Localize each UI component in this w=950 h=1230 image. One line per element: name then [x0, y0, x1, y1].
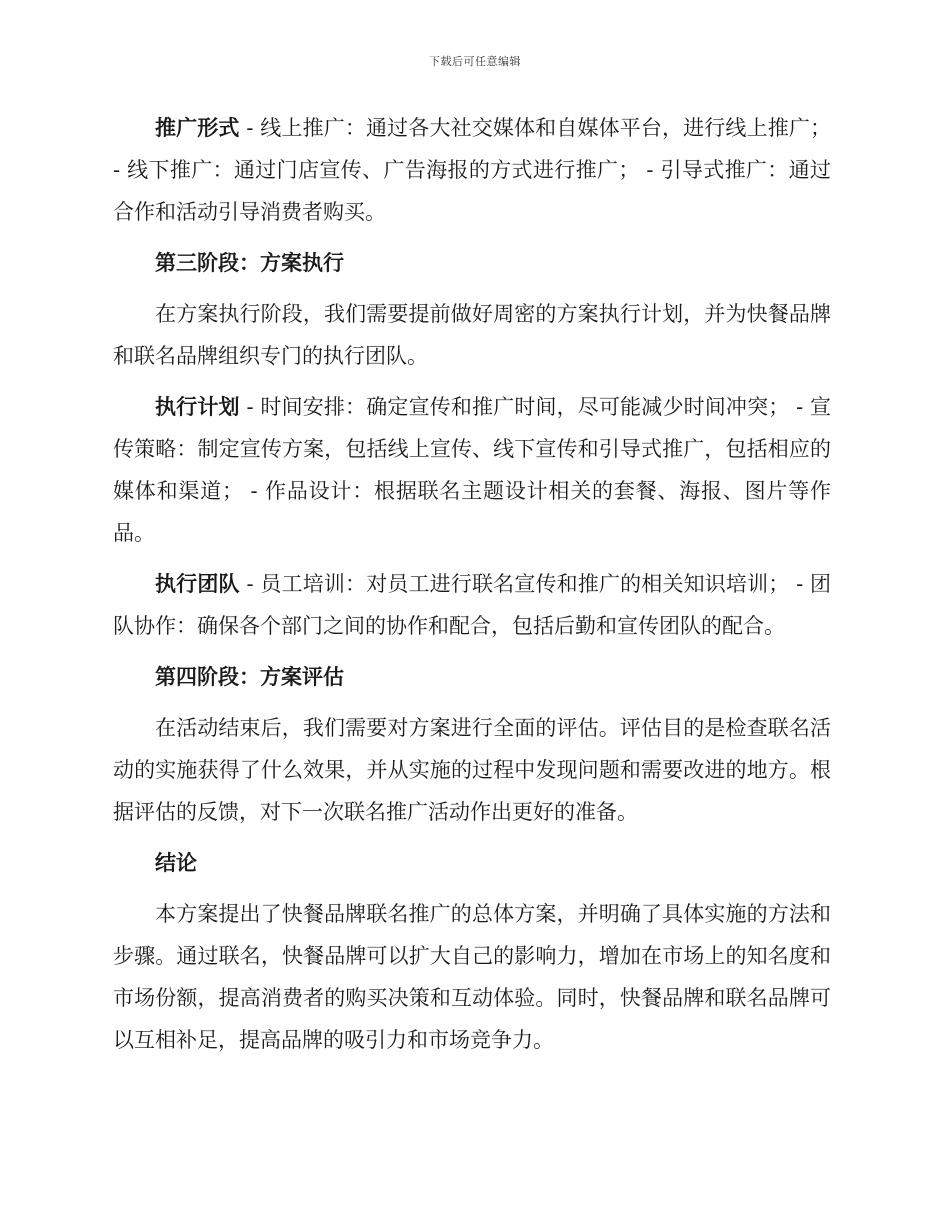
paragraph-text: 本方案提出了快餐品牌联名推广的总体方案，并明确了具体实施的方法和步骤。通过联名，快餐品牌可以扩大自己的影响力，增加在市场上的知名度和市场份额，提高消费者的购买决策和互动体验。同时，快餐品牌和联名品牌可以互相补足，提高品牌的吸引力和市场竞争力。 [113, 902, 831, 1052]
paragraph-evaluation [113, 707, 831, 833]
paragraph-promotion-forms [113, 107, 831, 233]
paragraph-text: - 线上推广：通过各大社交媒体和自媒体平台，进行线上推广； - 线下推广：通过门店宣传、广告海报的方式进行推广； - 引导式推广：通过合作和活动引导消费者购买。 [113, 116, 832, 224]
paragraph-execution-team [113, 563, 831, 647]
paragraph-lead: 执行团队 [155, 571, 240, 596]
paragraph-text: 在方案执行阶段，我们需要提前做好周密的方案执行计划，并为快餐品牌和联名品牌组织专门的执行团队。 [113, 302, 831, 368]
paragraph-conclusion [113, 893, 831, 1061]
section-heading-stage-three: 第三阶段：方案执行 [155, 250, 344, 275]
document-body [113, 107, 831, 1070]
paragraph-lead: 推广形式 [155, 115, 240, 140]
paragraph-text: - 时间安排：确定宣传和推广时间，尽可能减少时间冲突； - 宣传策略：制定宣传方案，包括线上宣传、线下宣传和引导式推广，包括相应的媒体和渠道； - 作品设计：根据联名主题设计相关的套餐、海报、图片等作品。 [113, 395, 832, 545]
section-heading-stage-four: 第四阶段：方案评估 [155, 664, 344, 689]
paragraph-execution-intro [113, 293, 831, 377]
paragraph-text: 在活动结束后，我们需要对方案进行全面的评估。评估目的是检查联名活动的实施获得了什么效果，并从实施的过程中发现问题和需要改进的地方。根据评估的反馈，对下一次联名推广活动作出更好的准备。 [113, 716, 831, 824]
page-header: 下载后可任意编辑 [429, 55, 521, 68]
paragraph-execution-plan [113, 386, 831, 554]
paragraph-lead: 执行计划 [155, 394, 240, 419]
section-heading-conclusion: 结论 [155, 850, 197, 875]
paragraph-text: - 员工培训：对员工进行联名宣传和推广的相关知识培训； - 团队协作：确保各个部门之间的协作和配合，包括后勤和宣传团队的配合。 [113, 572, 832, 638]
